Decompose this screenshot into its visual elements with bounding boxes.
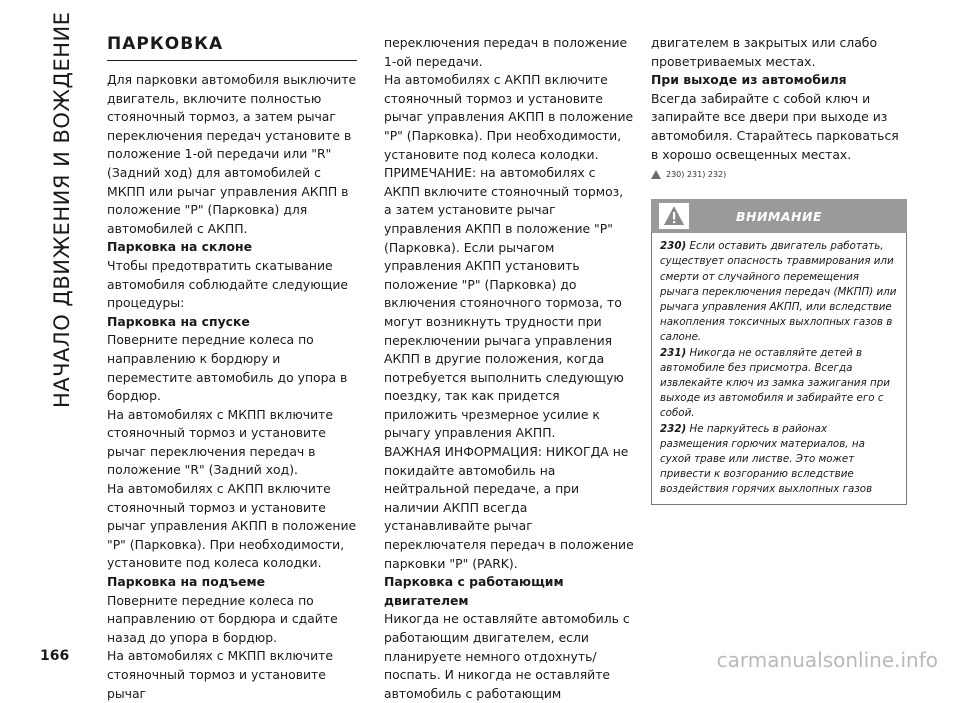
column-1 [107,34,357,703]
section-side-tab [44,11,80,408]
section-heading: Парковка с работающим двигателем [384,574,564,608]
paragraph: Всегда забирайте с собой ключ и запирайте все двери при выходе из автомобиля. Старайтесь парковаться в хорошо освещенных местах. [651,90,899,162]
warning-box-body [651,233,907,504]
warning-item [660,239,898,345]
warning-item-number: 232) [660,422,687,435]
warning-box-title: ВНИМАНИЕ [735,208,823,224]
column-3-body [651,34,907,164]
warning-item-text: Никогда не оставляйте детей в автомобиле без присмотра. Всегда извлекайте ключ из замка зажигания при выходе из автомобиля и забирайте его с собой. [660,346,890,420]
paragraph: На автомобилях с МКПП включите стояночный тормоз и установите рычаг [107,648,333,701]
paragraph: Чтобы предотвратить скатывание автомобиля соблюдайте следующие процедуры: [107,257,349,311]
column-2 [384,34,634,703]
section-heading: Парковка на склоне [107,239,252,255]
column-1-body [107,71,357,703]
paragraph: Поверните передние колеса по направлению к бордюру и переместите автомобиль до упора в бордюр. [107,332,348,404]
paragraph: ВАЖНАЯ ИНФОРМАЦИЯ: НИКОГДА не покидайте автомобиль на нейтральной передаче, а при наличии АКПП всегда устанавливайте рычаг переключателя передач в положение парковки "P" (PARK). [384,444,634,571]
paragraph: На автомобилях с АКПП включите стояночный тормоз и установите рычаг управления АКПП в положение "P" (Парковка). При необходимости, установите под колеса колодки. [107,481,357,571]
section-side-tab-label: НАЧАЛО ДВИЖЕНИЯ И ВОЖДЕНИЕ [50,11,74,408]
warning-item-number: 230) [660,240,687,253]
paragraph: двигателем в закрытых или слабо проветриваемых местах. [651,35,878,69]
warning-item-text: Не паркуйтесь в районах размещения горючих материалов, на сухой траве или листве. Это может привести к возгоранию вследствие воздействия горячих выхлопных газов [660,422,873,496]
paragraph: ПРИМЕЧАНИЕ: на автомобилях с АКПП включите стояночный тормоз, а затем установите рычаг управления АКПП в положение "P" (Парковка). Если рычагом управления АКПП установить положение "P" (Парковка) до включения стояночного тормоза, то могут возникнуть трудности при переключении рычага управления АКПП в другие положения, когда потребуется выполнить следующую поездку, так как придется приложить чрезмерное усилие к рычагу управления АКПП. [384,165,624,441]
section-heading: При выходе из автомобиля [651,72,847,88]
paragraph: переключения передач в положение 1-ой передачи. [384,35,628,69]
warning-triangle-icon [651,170,661,179]
paragraph: Никогда не оставляйте автомобиль с работающим двигателем, если планируете немного отдохнуть/поспать. И никогда не оставляйте автомобиль с работающим [384,611,630,701]
warning-reference-numbers: 230) 231) 232) [666,170,727,180]
watermark: carmanualsonline.info [716,648,938,672]
section-heading: Парковка на подъеме [107,574,266,590]
paragraph: На автомобилях с АКПП включите стояночный тормоз и установите рычаг управления АКПП в положение "P" (Парковка). При необходимости, установите под колеса колодки. [384,72,634,162]
warning-item [660,422,898,498]
warning-item [660,346,898,422]
warning-box-header [651,199,907,233]
warning-item-number: 231) [660,346,687,359]
page-title: ПАРКОВКА [107,34,357,61]
column-2-body [384,34,634,703]
page-number: 166 [40,648,70,664]
section-heading: Парковка на спуске [107,313,250,329]
warning-exclamation-icon [659,203,689,229]
column-3 [651,34,907,505]
paragraph: Для парковки автомобиля выключите двигатель, включите полностью стояночный тормоз, а затем рычаг переключения передач установите в положение 1-ой передачи или "R" (Задний ход) для автомобилей с МКПП или рычаг управления АКПП в положение "P" (Парковка) для автомобилей с АКПП. [107,72,357,236]
paragraph: Поверните передние колеса по направлению от бордюра и сдайте назад до упора в бордюр. [107,592,338,645]
warning-item-text: Если оставить двигатель работать, существует опасность травмирования или смерти от случайного перемещения рычага переключения передач (МКПП) или рычага управления АКПП, или вследствие накопления токсичных выхлопных газов в салоне. [660,240,897,344]
warning-references [651,170,907,179]
paragraph: На автомобилях с МКПП включите стояночный тормоз и установите рычаг переключения передач в положение "R" (Задний ход). [107,406,333,478]
